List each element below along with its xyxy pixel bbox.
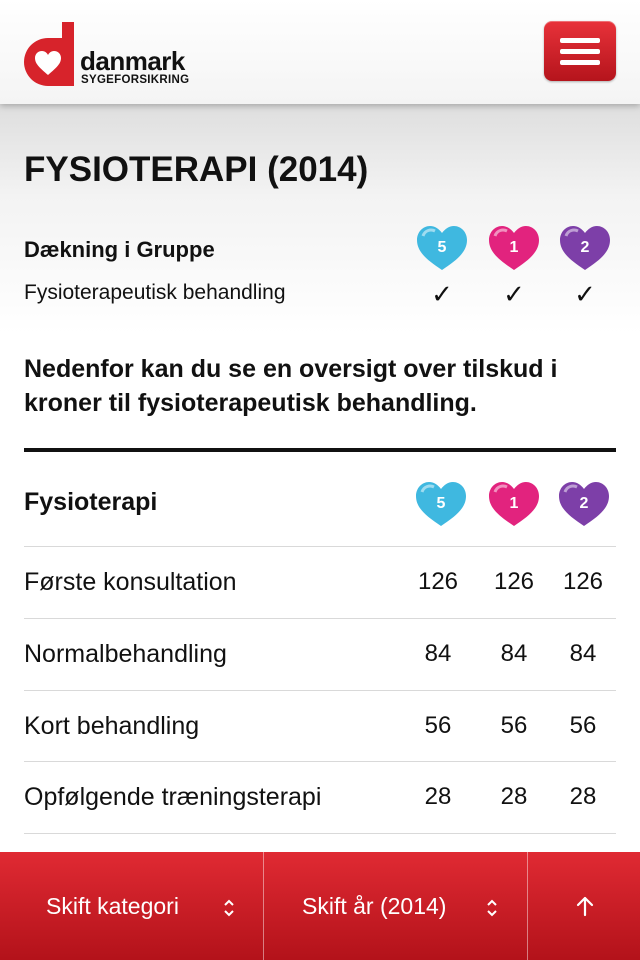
hamburger-icon-bar <box>560 49 600 54</box>
change-category-label: Skift kategori <box>46 893 179 919</box>
coverage-row-label: Fysioterapeutisk behandling <box>24 281 286 304</box>
value-cell: 126 <box>493 568 535 595</box>
value-cell: 56 <box>424 712 452 739</box>
group-2-heart-icon <box>558 224 612 272</box>
group-2-heart-icon <box>557 480 611 528</box>
group-1-heart-icon <box>487 224 541 272</box>
svg-text:2: 2 <box>580 239 590 256</box>
table-row <box>24 761 616 834</box>
page-title: FYSIOTERAPI (2014) <box>24 150 369 189</box>
value-cell: 56 <box>569 712 597 739</box>
check-icon: ✓ <box>503 279 525 309</box>
group-5-heart-icon <box>414 480 468 528</box>
value-cell: 28 <box>500 783 528 810</box>
logo-subtitle: SYGEFORSIKRING <box>81 74 190 86</box>
check-icon: ✓ <box>574 279 596 309</box>
menu-button[interactable] <box>544 21 616 81</box>
up-down-chevron-icon <box>485 896 499 920</box>
row-label: Normalbehandling <box>24 640 227 668</box>
value-cell: 84 <box>500 640 528 667</box>
intro-text: Nedenfor kan du se en oversigt over tilskud i kroner til fysioterapeutisk behandling. <box>24 355 558 417</box>
app-header <box>0 0 640 104</box>
svg-text:5: 5 <box>436 495 446 512</box>
table-title: Fysioterapi <box>24 488 158 516</box>
table-row <box>24 690 616 762</box>
logo-heart-d-icon <box>24 22 76 86</box>
hamburger-icon <box>560 38 600 43</box>
svg-text:2: 2 <box>579 495 589 512</box>
row-label: Første konsultation <box>24 568 237 596</box>
arrow-up-icon <box>573 894 597 918</box>
scroll-to-top-button[interactable] <box>528 852 640 960</box>
group-5-heart-icon <box>415 224 469 272</box>
change-year-button[interactable] <box>264 852 527 960</box>
up-down-chevron-icon <box>222 896 236 920</box>
svg-text:5: 5 <box>437 239 447 256</box>
section-divider <box>24 448 616 452</box>
logo-wordmark: danmark <box>80 46 185 76</box>
value-cell: 28 <box>424 783 452 810</box>
coverage-label: Dækning i Gruppe <box>24 237 215 262</box>
hamburger-icon-bar <box>560 60 600 65</box>
check-icon: ✓ <box>431 279 453 309</box>
value-cell: 84 <box>569 640 597 667</box>
table-row <box>24 546 616 618</box>
svg-text:1: 1 <box>509 239 519 256</box>
group-1-heart-icon <box>487 480 541 528</box>
bottom-toolbar <box>0 852 640 960</box>
table-row <box>24 618 616 690</box>
row-label: Kort behandling <box>24 712 200 740</box>
change-category-button[interactable] <box>0 852 263 960</box>
value-cell: 28 <box>569 783 597 810</box>
danmark-logo[interactable] <box>24 22 214 88</box>
row-label: Opfølgende træningsterapi <box>24 783 322 811</box>
change-year-label: Skift år (2014) <box>302 893 447 919</box>
value-cell: 126 <box>417 568 459 595</box>
svg-text:1: 1 <box>509 495 519 512</box>
value-cell: 126 <box>562 568 604 595</box>
value-cell: 56 <box>500 712 528 739</box>
value-cell: 84 <box>424 640 452 667</box>
